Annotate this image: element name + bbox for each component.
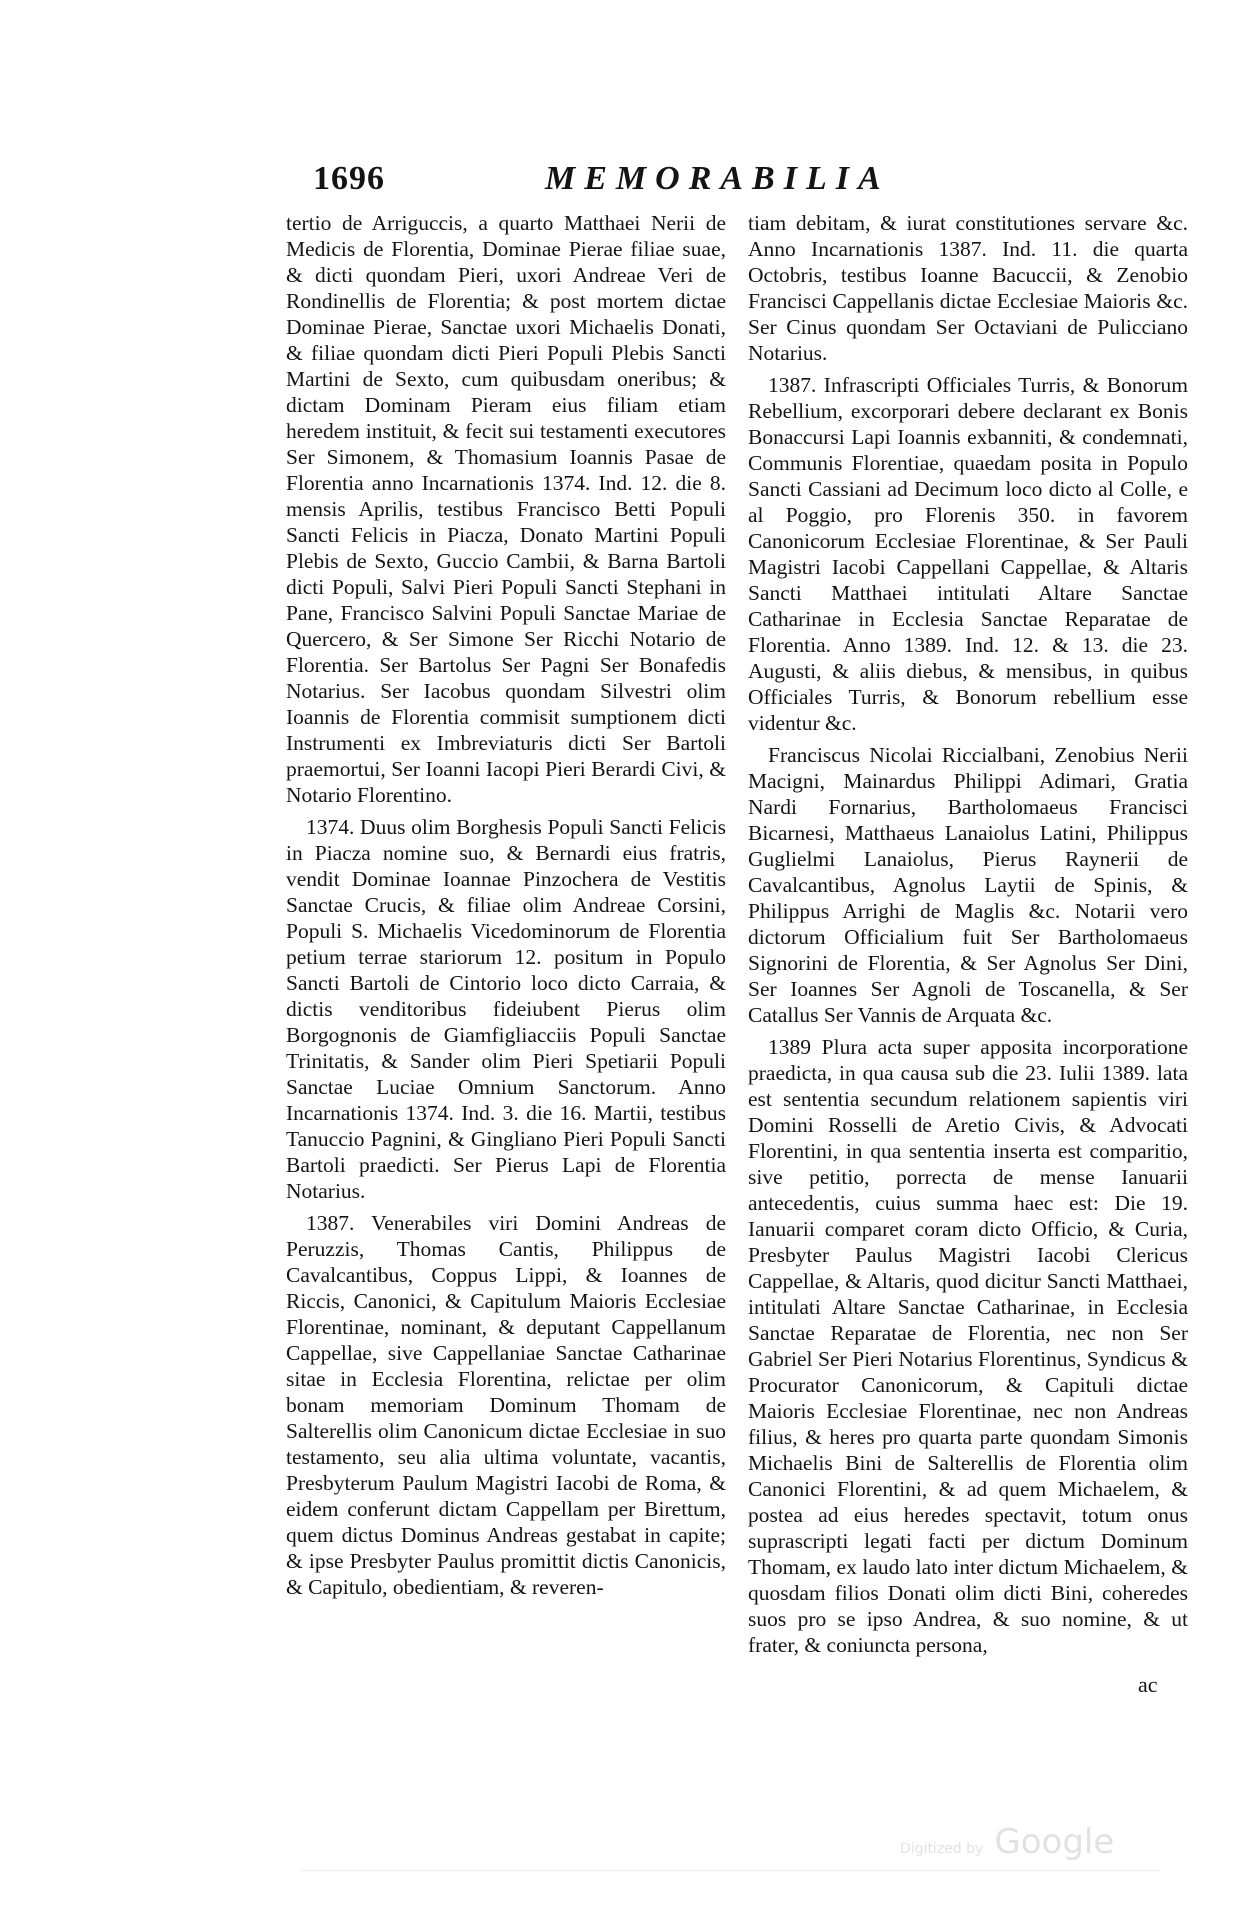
digitized-by-text: Digitized by — [900, 1841, 984, 1857]
paragraph: 1389 Plura acta super apposita incorporatione praedicta, in qua causa sub die 23. Iulii 1389. lata est sententia secundum relationem sapientis viri Domini Rosselli de Aretio Civis, & Advocati Florentini, in qua sententia inserta est comparitio, sive petitio, porrecta de mense Ianuarii antecedentis, cuius summa haec est: Die 19. Ianuarii comparet coram dicto Officio, & Curia, Presbyter Paulus Magistri Iacobi Clericus Cappellae, & Altaris, quod dicitur Sancti Matthaei, intitulati Altare Sanctae Catharinae, in Ecclesia Sanctae Reparatae de Florentia, nec non Ser Gabriel Ser Pieri Notarius Florentinus, Syndicus & Procurator Canonicorum, & Capituli dictae Maioris Ecclesiae Florentinae, nec non Andreas filius, & heres pro quarta parte quondam Simonis Michaelis Bini de Salterellis de Florentia olim Canonici Florentini, & ad quem Michaelem, & postea ad eius heredes spectavit, totum onus suprascripti legati facti per dictum Dominum Thomam, ex laudo lato inter dictum Michaelem, & quosdam filios Donati olim dicti Bini, coheredes suos pro se ipso Andrea, & suo nomine, & ut frater, & coniuncta persona, — [748, 1035, 1188, 1657]
paragraph: Franciscus Nicolai Riccialbani, Zenobius Nerii Macigni, Mainardus Philippi Adimari, Gratia Nardi Fornarius, Bartholomaeus Francisci Bicarnesi, Matthaeus Lanaiolus Latini, Philippus Guglielmi Lanaiolus, Pierus Raynerii de Cavalcantibus, Agnolus Laytii de Spinis, & Philippus Arrighi de Maglis &c. Notarii vero dictorum Officialium fuit Ser Bartholomaeus Signorini de Florentia, & Ser Agnolus Ser Dini, Ser Ioannes Ser Agnoli de Toscanella, & Ser Catallus Ser Vannis de Arquata &c. — [748, 743, 1188, 1027]
running-head: MEMORABILIA — [545, 160, 890, 197]
paragraph: 1387. Infrascripti Officiales Turris, & Bonorum Rebellium, excorporari debere declarant ex Bonis Bonaccursi Lapi Ioannis exbanniti, & condemnati, Communis Florentiae, quaedam posita in Populo Sancti Cassiani ad Decimum loco dicto al Colle, e al Poggio, pro Florenis 350. in favorem Canonicorum Ecclesiae Florentinae, & Ser Pauli Magistri Iacobi Cappellani Cappellae, & Altaris Sancti Matthaei intitulati Altare Sanctae Catharinae in Ecclesia Sanctae Reparatae de Florentia. Anno 1389. Ind. 12. & 13. die 23. Augusti, & aliis diebus, & mensibus, in quibus Officiales Turris, & Bonorum rebellium esse videntur &c. — [748, 373, 1188, 735]
left-column — [286, 210, 726, 1606]
bottom-divider — [300, 1870, 1160, 1871]
right-column — [748, 210, 1188, 1664]
digitized-watermark — [900, 1822, 1114, 1862]
catchword: ac — [1138, 1672, 1158, 1697]
paragraph: tertio de Arriguccis, a quarto Matthaei Nerii de Medicis de Florentia, Dominae Pierae filiae suae, & dicti quondam Pieri, uxori Andreae Veri de Rondinellis de Florentia; & post mortem dictae Dominae Pierae, Sanctae uxori Michaelis Donati, & filiae quondam dicti Pieri Populi Plebis Sancti Martini de Sexto, cum quibusdam oneribus; & dictam Dominam Pieram eius filiam etiam heredem instituit, & fecit sui testamenti executores Ser Simonem, & Thomasium Ioannis Pasae de Florentia anno Incarnationis 1374. Ind. 12. die 8. mensis Aprilis, testibus Francisco Betti Populi Sancti Felicis in Piacza, Donato Martini Populi Plebis de Sexto, Guccio Cambii, & Barna Bartoli dicti Populi, Salvi Pieri Populi Sancti Stephani in Pane, Francisco Salvini Populi Sanctae Mariae de Quercero, & Ser Simone Ser Ricchi Notario de Florentia. Ser Bartolus Ser Pagni Ser Bonafedis Notarius. Ser Iacobus quondam Silvestri olim Ioannis de Florentia commisit sumptionem dicti Instrumenti ex Imbreviaturis dicti Ser Bartoli praemortui, Ser Ioanni Iacopi Pieri Berardi Civi, & Notario Florentino. — [286, 211, 726, 807]
paragraph: 1374. Duus olim Borghesis Populi Sancti Felicis in Piacza nomine suo, & Bernardi eius fratris, vendit Dominae Ioannae Pinzochera de Vestitis Sanctae Crucis, & filiae olim Andreae Corsini, Populi S. Michaelis Vicedominorum de Florentia petium terrae stariorum 12. positum in Populo Sancti Bartoli de Cintorio loco dicto Carraia, & dictis venditoribus fideiubent Pierus olim Borgognonis de Giamfigliacciis Populi Sanctae Trinitatis, & Sander olim Pieri Spetiarii Populi Sanctae Luciae Omnium Sanctorum. Anno Incarnationis 1374. Ind. 3. die 16. Martii, testibus Tanuccio Pagnini, & Gingliano Pieri Populi Sancti Bartoli praedicti. Ser Pierus Lapi de Florentia Notarius. — [286, 815, 726, 1203]
page-number: 1696 — [313, 160, 385, 197]
google-logo: Google — [994, 1822, 1115, 1862]
paragraph: 1387. Venerabiles viri Domini Andreas de Peruzzis, Thomas Cantis, Philippus de Cavalcantibus, Coppus Lippi, & Ioannes de Riccis, Canonici, & Capitulum Maioris Ecclesiae Florentinae, nominant, & deputant Cappellanum Cappellae, sive Cappellaniae Sanctae Catharinae sitae in Ecclesia Florentina, relictae per olim bonam memoriam Dominum Thomam de Salterellis olim Canonicum dictae Ecclesiae in suo testamento, seu alia ultima voluntate, vacantis, Presbyterum Paulum Magistri Iacobi de Roma, & eidem conferunt dictam Cappellam per Birettum, quem dictus Dominus Andreas gestabat in capite; & ipse Presbyter Paulus promittit dictis Canonicis, & Capitulo, obedientiam, & reveren- — [286, 1211, 726, 1599]
paragraph: tiam debitam, & iurat constitutiones servare &c. Anno Incarnationis 1387. Ind. 11. die quarta Octobris, testibus Ioanne Bacuccii, & Zenobio Francisci Cappellanis dictae Ecclesiae Maioris &c. Ser Cinus quondam Ser Octaviani de Pulicciano Notarius. — [748, 211, 1188, 365]
